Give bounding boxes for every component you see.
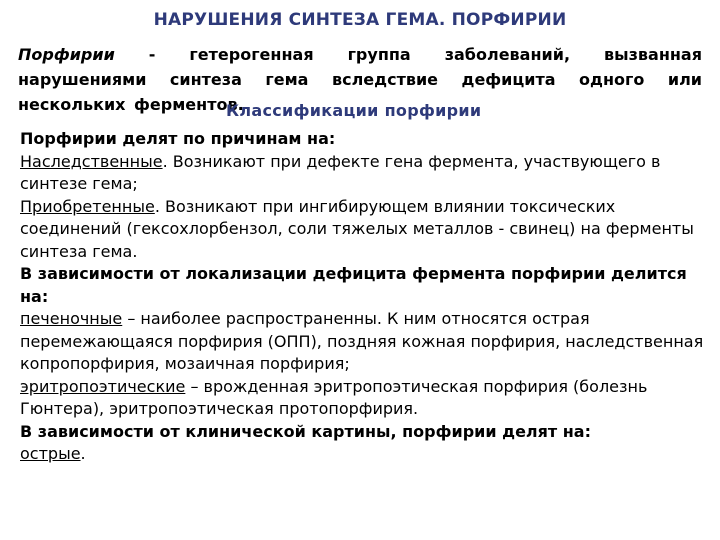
hepatic-text: – наиболее распространенны. К ним относятся острая перемежающаяся порфирия (ОПП), поздняя кожная порфирия, наследственная копропорфирия, мозаичная порфирия; <box>20 309 704 373</box>
localization-heading: В зависимости от локализации дефицита фермента порфирии делится на: <box>20 264 687 306</box>
intro-term: Порфирии <box>18 45 115 64</box>
acute-paragraph <box>20 443 710 466</box>
hereditary-paragraph <box>20 151 710 196</box>
erythropoietic-text: – врожденная эритропоэтическая порфирия (болезнь Гюнтера), эритропоэтическая протопорфирия. <box>20 376 648 418</box>
intro-definition-text: - гетерогенная группа заболеваний, вызванная нарушениями синтеза гема вследствие дефицита одного или нескольких ферментов. <box>18 45 702 114</box>
clinical-heading: В зависимости от клинической картины, порфирии делят на: <box>20 421 591 441</box>
acquired-paragraph <box>20 196 710 264</box>
erythropoietic-term: эритропоэтические <box>20 376 186 396</box>
classification-heading: Классификации порфирии <box>226 101 482 120</box>
classification-body <box>20 128 710 466</box>
acute-term: острые <box>20 444 81 463</box>
hereditary-text: . Возникают при дефекте гена фермента, участвующего в синтезе гема; <box>20 151 661 193</box>
causes-heading: Порфирии делят по причинам на: <box>20 129 336 148</box>
erythropoietic-paragraph <box>20 376 710 421</box>
slide-title: НАРУШЕНИЯ СИНТЕЗА ГЕМА. ПОРФИРИИ <box>153 10 567 30</box>
hepatic-paragraph <box>20 308 710 376</box>
acquired-text: . Возникают при ингибирующем влиянии токсических соединений (гексохлорбензол, соли тяжелых металлов - свинец) на ферменты синтеза гема. <box>20 196 694 261</box>
hepatic-term: печеночные <box>20 309 123 328</box>
acquired-term: Приобретенные <box>20 196 155 216</box>
hereditary-term: Наследственные <box>20 151 163 171</box>
acute-text: . <box>80 444 86 463</box>
